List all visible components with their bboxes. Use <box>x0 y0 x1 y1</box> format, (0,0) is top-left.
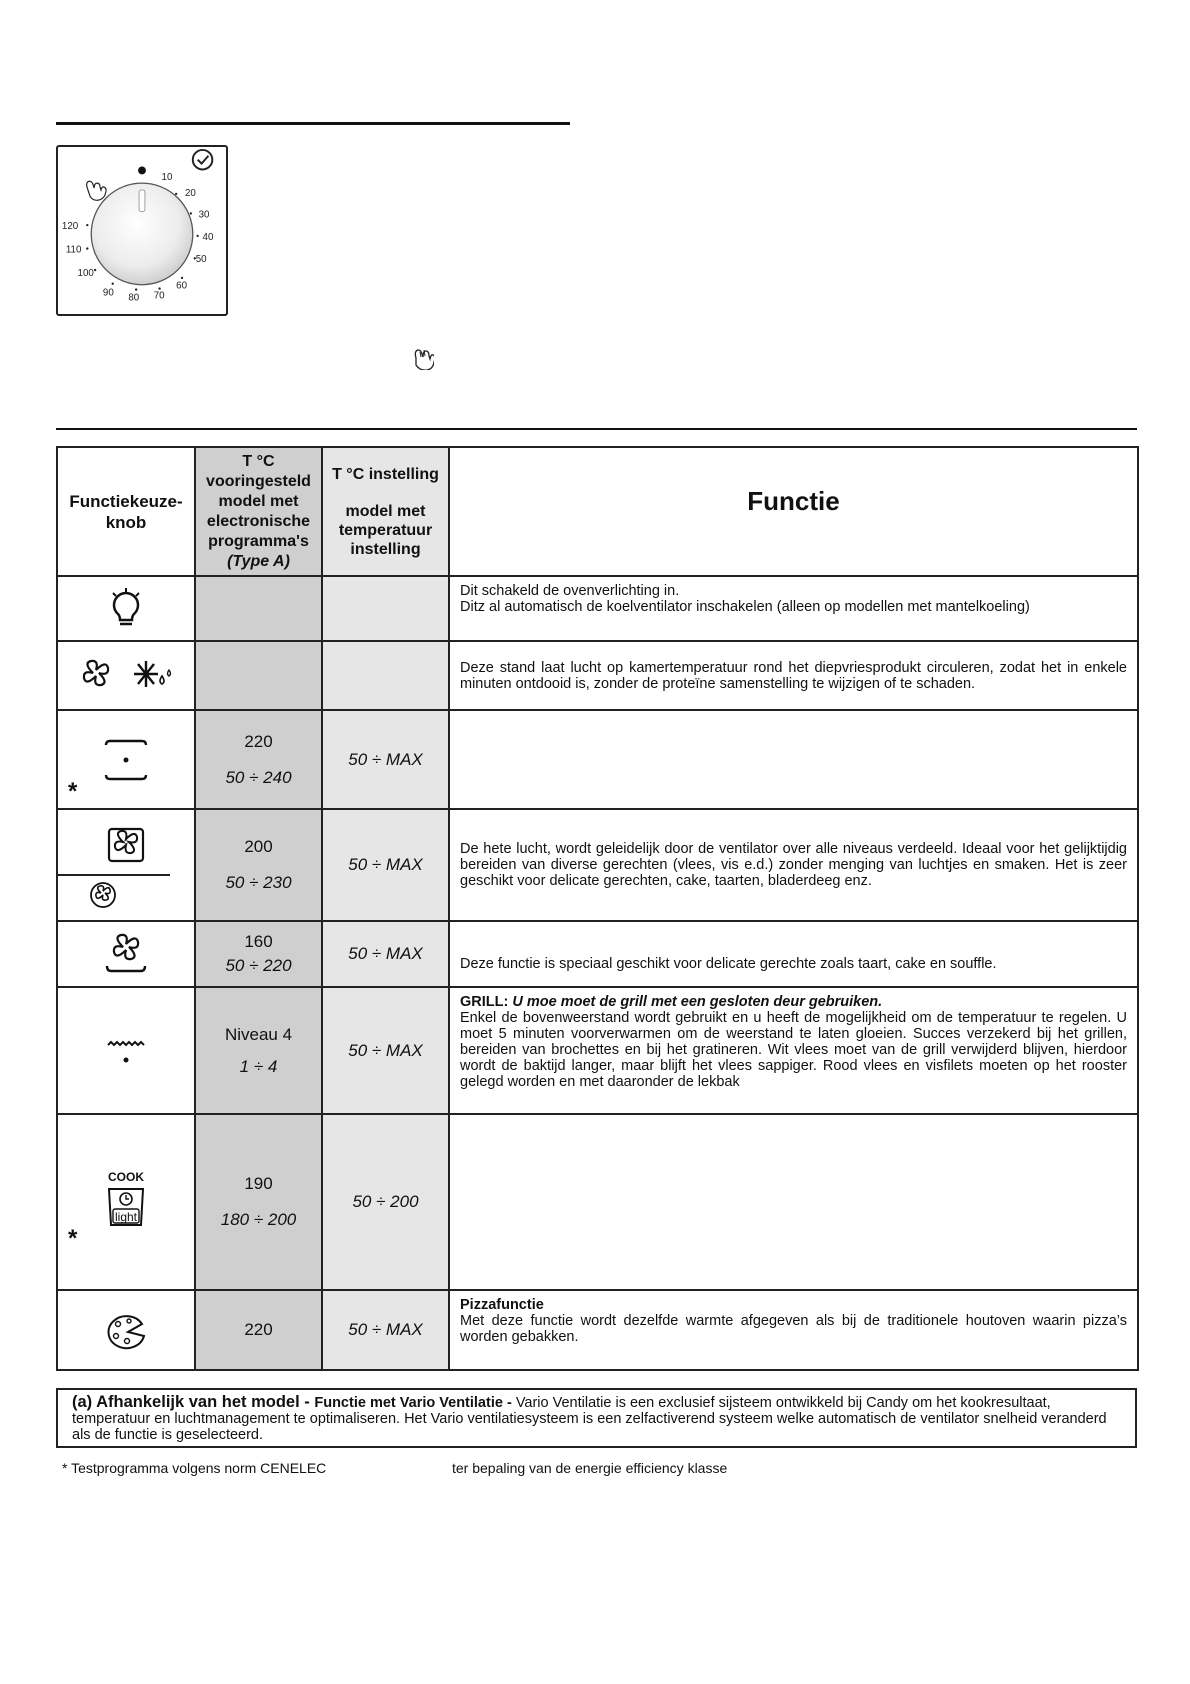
clock-icon <box>193 150 213 170</box>
defrost-fan-icon <box>57 641 195 710</box>
timer-dial <box>56 145 228 316</box>
pizza-icon <box>57 1290 195 1370</box>
vario-fan-icon <box>88 880 118 910</box>
table-row: 220 50 ÷ MAX Pizzafunctie Met deze functie wordt dezelfde warmte afgegeven als bij de traditionele houtoven waarin pizza’s worden gebakken. <box>57 1290 1138 1370</box>
footnote-left: * Testprogramma volgens norm CENELEC <box>62 1460 327 1476</box>
svg-text:70: 70 <box>153 290 165 302</box>
vario-note: (a) Afhankelijk van het model - Functie met Vario Ventilatie - Vario Ventilatie is een exclusief sijsteem ontwikkeld bij Candy om het kookresultaat, temperatuur en luchtmanagement te optimaliseren. Het Vario ventilatiesysteem is een zelfactiverend systeem welke automatisch de ventilator snelheid veranderd als de functie is geselecteerd. <box>56 1388 1137 1448</box>
conventional-heat-icon <box>57 710 195 809</box>
svg-text:30: 30 <box>198 209 210 221</box>
row-description: De hete lucht, wordt geleidelijk door de ventilator over alle niveaus verdeeld. Ideaal voor het gelijktijdig bereiden van diverse gerechten (vlees, vis e.d.) zonder menging van luchtjes en smaken. Het is zeer geschikt voor delicate gerechten, cake, taarten, bladerdeeg enz. <box>449 809 1138 921</box>
header-function: Functie <box>449 447 1138 576</box>
table-row <box>57 576 1138 641</box>
table-header-row <box>57 447 1138 576</box>
function-table <box>56 446 1139 1371</box>
clock-check <box>198 156 209 164</box>
table-row: 200 50 ÷ 230 50 ÷ MAX De hete lucht, wordt geleidelijk door de ventilator over alle niveaus verdeeld. Ideaal voor het gelijktijdig bereiden van diverse gerechten (vlees, vis e.d.) zonder menging van luchtjes en smaken. Het is zeer geschikt voor delicate gerechten, cake, taarten, bladerdeeg enz. <box>57 809 1138 921</box>
header-preset: T °C vooringesteld model met electronische programma's (Type A) <box>195 447 322 576</box>
header-setting: T °C instelling model met temperatuur instelling <box>322 447 449 576</box>
header-knob: Functiekeuze-knob <box>57 447 195 576</box>
svg-text:50: 50 <box>195 254 207 266</box>
svg-text:90: 90 <box>102 287 114 299</box>
row-description: Pizzafunctie Met deze functie wordt dezelfde warmte afgegeven als bij de traditionele houtoven waarin pizza’s worden gebakken. <box>449 1290 1138 1370</box>
dial-marker <box>138 167 146 175</box>
svg-text:40: 40 <box>202 231 214 243</box>
hand-icon <box>412 346 434 370</box>
hand-icon <box>87 181 106 200</box>
fan-bottom-heat-icon <box>57 921 195 987</box>
oven-light-icon <box>57 576 195 641</box>
svg-text:20: 20 <box>184 187 196 199</box>
table-row: 160 50 ÷ 220 50 ÷ MAX Deze functie is speciaal geschikt voor delicate gerechte zoals taart, cake en souffle. <box>57 921 1138 987</box>
svg-text:100: 100 <box>77 267 94 279</box>
row-description: Dit schakeld de ovenverlichting in. Ditz al automatisch de koelventilator inschakelen (alleen op modellen met mantelkoeling) <box>449 576 1138 641</box>
footnote-right: ter bepaling van de energie efficiency klasse <box>452 1460 728 1476</box>
hot-air-icon <box>57 809 195 921</box>
row-description: Deze functie is speciaal geschikt voor delicate gerechte zoals taart, cake en souffle. <box>449 921 1138 987</box>
svg-text:light: light <box>114 1210 138 1224</box>
cenelec-star: * <box>68 778 78 805</box>
svg-text:10: 10 <box>161 172 173 184</box>
cenelec-star: * <box>68 1225 78 1252</box>
grill-icon <box>57 987 195 1114</box>
svg-text:110: 110 <box>65 244 82 256</box>
table-row <box>57 641 1138 710</box>
svg-text:60: 60 <box>176 280 188 292</box>
table-row: Niveau 4 1 ÷ 4 50 ÷ MAX GRILL: U moe moet de grill met een gesloten deur gebruiken. Enkel de bovenweerstand wordt gebruikt en u heeft de mogelijkheid om de temperatuur te regelen. U moet 5 minuten voorverwarmen om de weerstand te laten gloeien. Succes verzekerd bij het grillen, bereiden van brochettes en bij het gratineren. Wit vlees moet van de grill verwijderd blijven, hierdoor wordt de baktijd langer, maar blijft het vlees sappiger. Rood vlees en visfilets moeten op het rooster gelegd worden en met daaronder de lekbak <box>57 987 1138 1114</box>
table-row: COOK light * 190 180 ÷ 200 50 ÷ 200 <box>57 1114 1138 1290</box>
section-rule <box>56 428 1137 430</box>
row-description: Deze stand laat lucht op kamertemperatuur rond het diepvriesprodukt circuleren, zodat het in enkele minuten ontdooid is, zonder de proteïne samenstelling te wijzigen of te schaden. <box>449 641 1138 710</box>
svg-text:120: 120 <box>61 221 79 233</box>
svg-text:80: 80 <box>128 292 140 304</box>
table-row: * 220 50 ÷ 240 50 ÷ MAX <box>57 710 1138 809</box>
svg-text:COOK: COOK <box>108 1170 144 1184</box>
top-rule <box>56 122 570 125</box>
row-description: GRILL: U moe moet de grill met een gesloten deur gebruiken. Enkel de bovenweerstand wordt gebruikt en u heeft de mogelijkheid om de temperatuur te regelen. U moet 5 minuten voorverwarmen om de weerstand te laten gloeien. Succes verzekerd bij het grillen, bereiden van brochettes en bij het gratineren. Wit vlees moet van de grill verwijderd blijven, hierdoor wordt de baktijd langer, maar blijft het vlees sappiger. Rood vlees en visfilets moeten op het rooster gelegd worden en met daaronder de lekbak <box>449 987 1138 1114</box>
cook-light-icon <box>57 1114 195 1290</box>
